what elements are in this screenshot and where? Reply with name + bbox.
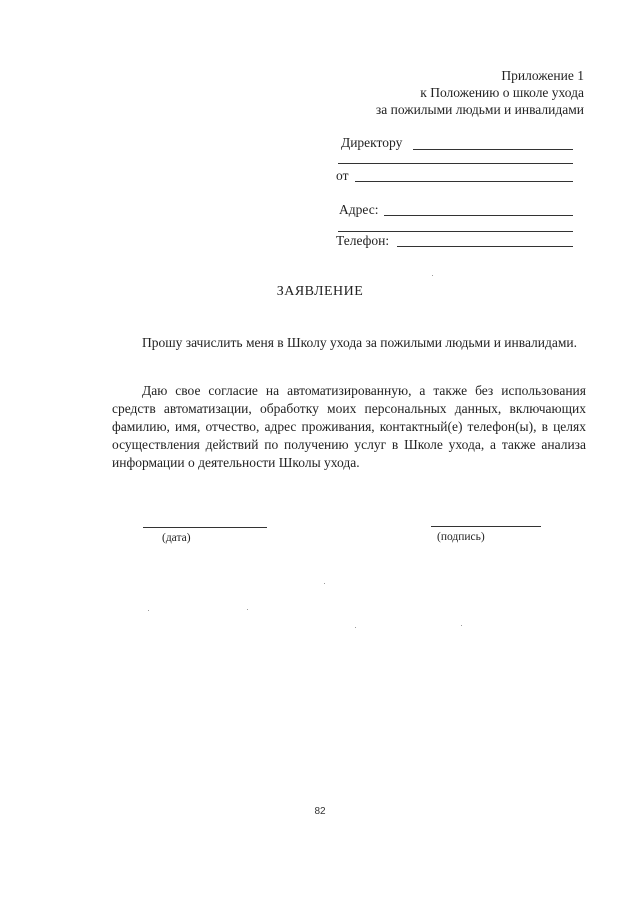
phone-field-line[interactable] bbox=[397, 246, 573, 247]
document-title: ЗАЯВЛЕНИЕ bbox=[276, 284, 364, 299]
scan-speck bbox=[461, 625, 462, 626]
address-field-line-2[interactable] bbox=[338, 231, 573, 232]
director-label: Директору bbox=[341, 135, 403, 150]
scan-speck bbox=[148, 610, 149, 611]
address-field-line[interactable] bbox=[384, 215, 573, 216]
appendix-reference: к Положению о школе ухода bbox=[420, 85, 584, 100]
from-field-line[interactable] bbox=[355, 181, 573, 182]
request-paragraph: Прошу зачислить меня в Школу ухода за пожилыми людьми и инвалидами. bbox=[142, 335, 578, 350]
appendix-reference-continued: за пожилыми людьми и инвалидами bbox=[375, 102, 584, 117]
scan-speck bbox=[355, 627, 356, 628]
page-number: 82 bbox=[314, 806, 326, 817]
director-field-line[interactable] bbox=[413, 149, 573, 150]
appendix-heading: Приложение 1 bbox=[501, 68, 584, 83]
signature-field-line[interactable] bbox=[431, 526, 541, 527]
director-field-line-2[interactable] bbox=[338, 163, 573, 164]
from-label: от bbox=[336, 168, 349, 183]
scan-speck bbox=[432, 275, 433, 276]
scan-speck bbox=[324, 583, 325, 584]
address-label: Адрес: bbox=[339, 202, 379, 217]
consent-paragraph: Даю свое согласие на автоматизированную, а также без использования средств автоматизации, обработку моих персональных данных, включающих фамилию, имя, отчество, адрес проживания, контактный(е) телефон(ы), в целях осуществления действий по получению услуг в Школе ухода, а также анализа информации о деятельности Школы ухода. bbox=[112, 383, 586, 470]
phone-label: Телефон: bbox=[336, 233, 390, 248]
scan-speck bbox=[247, 609, 248, 610]
date-caption: (дата) bbox=[162, 532, 191, 544]
date-field-line[interactable] bbox=[143, 527, 267, 528]
signature-caption: (подпись) bbox=[437, 531, 485, 543]
